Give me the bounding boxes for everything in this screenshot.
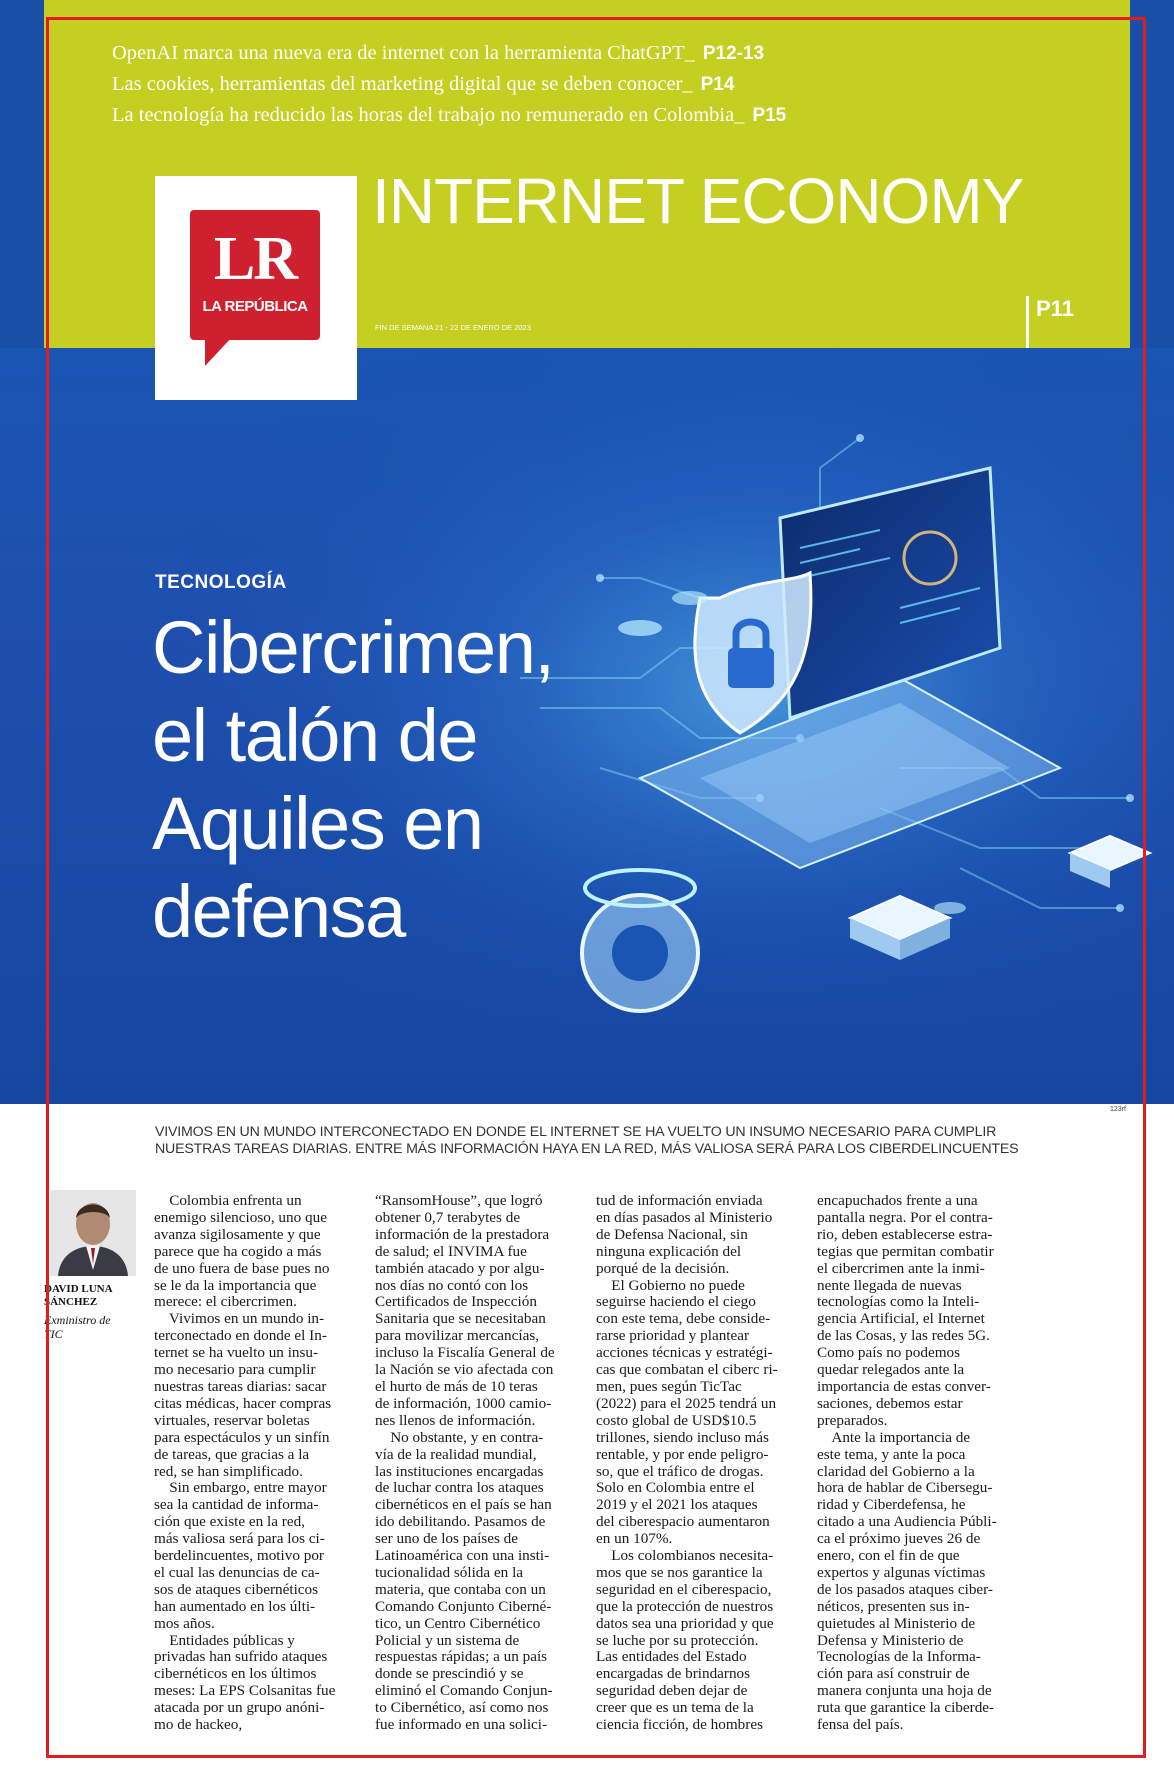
body-text-line: del ciberespacio aumentaron bbox=[596, 1513, 770, 1531]
article-column-4 bbox=[817, 1193, 1022, 1734]
body-text-line: Vivimos en un mundo in- bbox=[154, 1310, 325, 1328]
body-text-line: Tecnologías de la Informa- bbox=[817, 1648, 981, 1666]
author-role-line: Exministro de bbox=[44, 1313, 111, 1327]
body-text-line: mo de hackeo, bbox=[154, 1716, 243, 1734]
body-text-line: nes llenos de información. bbox=[375, 1411, 536, 1429]
body-text-line: Sin embargo, entre mayor bbox=[154, 1479, 327, 1497]
headline-line: el talón de bbox=[152, 694, 477, 777]
body-text-line: datos sea una prioridad y que bbox=[596, 1614, 774, 1632]
section-title: INTERNET ECONOMY bbox=[372, 165, 1024, 237]
page-number: P11 bbox=[1036, 296, 1074, 321]
body-text-line: de uno fuera de base pues no bbox=[154, 1259, 330, 1277]
body-text-line: claridad del Gobierno a la bbox=[817, 1462, 975, 1480]
body-text-line: to Cibernético, así como nos bbox=[375, 1699, 549, 1717]
body-text-line: creer que es un tema de la bbox=[596, 1699, 754, 1717]
body-text-line: obtener 0,7 terabytes de bbox=[375, 1208, 521, 1226]
body-text-line: No obstante, y en contra- bbox=[375, 1428, 544, 1446]
body-text-line: parece que ha cogido a más bbox=[154, 1242, 322, 1260]
body-text-line: Defensa y Ministerio de bbox=[817, 1631, 964, 1649]
body-text-line: Ante la importancia de bbox=[817, 1428, 971, 1446]
body-text-line: mos años. bbox=[154, 1614, 215, 1632]
body-text-line: quedar relegados ante la bbox=[817, 1361, 965, 1379]
author-role-line: TIC bbox=[44, 1327, 63, 1341]
article-kicker: TECNOLOGÍA bbox=[155, 572, 287, 593]
body-text-line: de los pasados ataques ciber- bbox=[817, 1580, 993, 1598]
body-text-line: red, se han simplificado. bbox=[154, 1462, 303, 1480]
body-text-line: este tema, y ante la poca bbox=[817, 1445, 966, 1463]
body-text-line: néticos, presenten sus in- bbox=[817, 1597, 970, 1615]
body-text-line: de tareas, que gracias a la bbox=[154, 1445, 310, 1463]
body-text-line: citado a una Audiencia Públi- bbox=[817, 1513, 997, 1531]
article-headline bbox=[152, 604, 672, 956]
body-text-line: merece: el cibercrimen. bbox=[154, 1293, 297, 1311]
body-text-line: ruta que garantice la ciberde- bbox=[817, 1699, 995, 1717]
author-name bbox=[44, 1283, 124, 1309]
body-text-line: en un 107%. bbox=[596, 1530, 673, 1548]
body-text-line: enero, con el fin de que bbox=[817, 1547, 960, 1565]
body-text-line: acciones técnicas y estratégi- bbox=[596, 1344, 773, 1362]
body-text-line: Colombia enfrenta un bbox=[154, 1192, 302, 1209]
headline-line: Aquiles en bbox=[152, 782, 483, 865]
hero-left-edge bbox=[0, 0, 44, 348]
body-text-line: de información, 1000 camio- bbox=[375, 1394, 552, 1412]
body-text-line: Entidades públicas y bbox=[154, 1631, 295, 1649]
body-text-line: Sanitaria que se necesitaban bbox=[375, 1310, 546, 1328]
body-text-line: el hurto de más de 10 teras bbox=[375, 1377, 538, 1395]
logo-name: LA REPÚBLICA bbox=[202, 298, 308, 315]
body-text-line: terconectado en donde el In- bbox=[154, 1327, 327, 1345]
logo-letters: LR bbox=[213, 225, 297, 293]
body-text-line: ser uno de los países de bbox=[375, 1530, 518, 1548]
body-text-line: enemigo silencioso, uno que bbox=[154, 1208, 327, 1226]
body-text-line: tud de información enviada bbox=[596, 1192, 763, 1209]
body-text-line: ción que existe en la red, bbox=[154, 1513, 305, 1531]
body-text-line: pantalla negra. Por el contra- bbox=[817, 1208, 993, 1226]
body-text-line: Comando Conjunto Ciberné- bbox=[375, 1597, 552, 1615]
body-text-line: rarse prioridad y plantear bbox=[596, 1327, 750, 1345]
logo-badge bbox=[190, 210, 320, 340]
body-text-line: 2019 y el 2021 los ataques bbox=[596, 1496, 758, 1514]
body-text-line: tucionalidad sólida en la bbox=[375, 1563, 524, 1581]
body-text-line: fensa del país. bbox=[817, 1716, 904, 1734]
body-text-line: encargadas de brindarnos bbox=[596, 1665, 751, 1683]
body-text-line: materia, que contaba con un bbox=[375, 1580, 546, 1598]
body-text-line: sos de ataques cibernéticos bbox=[154, 1580, 319, 1598]
teaser-item[interactable] bbox=[112, 69, 1062, 100]
body-text-line: ciencia ficción, de hombres bbox=[596, 1716, 763, 1734]
teaser-page: P15 bbox=[752, 105, 787, 126]
body-text-line: cibernéticos en los últimos bbox=[154, 1665, 317, 1683]
body-text-line: manera conjunta una hoja de bbox=[817, 1682, 992, 1700]
body-text-line: trillones, siendo incluso más bbox=[596, 1428, 769, 1446]
body-text-line: meses: La EPS Colsanitas fue bbox=[154, 1682, 336, 1700]
body-text-line: ido debilitando. Pasamos de bbox=[375, 1513, 546, 1531]
body-text-line: mos que se nos garantice la bbox=[596, 1563, 763, 1581]
deck-line: VIVIMOS EN UN MUNDO INTERCONECTADO EN DONDE EL INTERNET SE HA VUELTO UN INSUMO NECESARIO PARA CUMPLIR bbox=[155, 1124, 997, 1140]
body-text-line: Las entidades del Estado bbox=[596, 1648, 747, 1666]
body-text-line: (2022) para el 2025 tendrá un bbox=[596, 1394, 777, 1412]
body-text-line: de Defensa Nacional, sin bbox=[596, 1225, 748, 1243]
body-text-line: quietudes al Ministerio de bbox=[817, 1614, 976, 1632]
teaser-text: Las cookies, herramientas del marketing digital que se deben conocer_ bbox=[112, 73, 693, 95]
body-text-line: sea la cantidad de informa- bbox=[154, 1496, 319, 1514]
body-text-line: costo global de USD$10.5 bbox=[596, 1411, 757, 1429]
body-text-line: so, que el tráfico de drogas. bbox=[596, 1462, 764, 1480]
body-text-line: tegias que permitan combatir bbox=[817, 1242, 994, 1260]
article-column-3 bbox=[596, 1193, 801, 1734]
body-text-line: ción para así construir de bbox=[817, 1665, 970, 1683]
body-text-line: tecnologías como la Inteli- bbox=[817, 1293, 980, 1311]
body-text-line: en días pasados al Ministerio bbox=[596, 1208, 773, 1226]
body-text-line: porqué de la decisión. bbox=[596, 1259, 730, 1277]
page-number-divider bbox=[1026, 296, 1029, 348]
body-text-line: seguridad en el ciberespacio, bbox=[596, 1580, 772, 1598]
body-text-line: expertos y algunas víctimas bbox=[817, 1563, 986, 1581]
body-text-line: privadas han sufrido ataques bbox=[154, 1648, 328, 1666]
body-text-line: fue informado en una solici- bbox=[375, 1716, 548, 1734]
dateline: FIN DE SEMANA 21 - 22 DE ENERO DE 2023 bbox=[375, 323, 531, 332]
photo-credit: 123rf bbox=[1110, 1106, 1126, 1113]
body-text-line: avanza sigilosamente y que bbox=[154, 1225, 321, 1243]
body-text-line: rentable, y por ende peligro- bbox=[596, 1445, 769, 1463]
hero-right-edge bbox=[1130, 0, 1174, 348]
body-text-line: con este tema, debe conside- bbox=[596, 1310, 771, 1328]
body-text-line: incluso la Fiscalía General de bbox=[375, 1344, 555, 1362]
teaser-text: OpenAI marca una nueva era de internet con la herramienta ChatGPT_ bbox=[112, 42, 695, 64]
body-text-line: han aumentado en los últi- bbox=[154, 1597, 316, 1615]
body-text-line: cibernéticos en el país se han bbox=[375, 1496, 552, 1514]
body-text-line: se le da la importancia que bbox=[154, 1276, 317, 1294]
teaser-page: P12-13 bbox=[702, 43, 765, 64]
body-text-line: rio, deben establecerse estra- bbox=[817, 1225, 993, 1243]
body-text-line: nente llegada de nuevas bbox=[817, 1276, 962, 1294]
body-text-line: la Nación se vio afectada con bbox=[375, 1361, 554, 1379]
body-text-line: gencia Artificial, el Internet bbox=[817, 1310, 985, 1328]
body-text-line: información de la prestadora bbox=[375, 1225, 550, 1243]
body-text-line: encapuchados frente a una bbox=[817, 1192, 978, 1209]
body-text-line: virtuales, reservar boletas bbox=[154, 1411, 310, 1429]
author-name-line: SÁNCHEZ bbox=[44, 1296, 98, 1308]
body-text-line: seguridad deben dejar de bbox=[596, 1682, 748, 1700]
body-text-line: El Gobierno no puede bbox=[596, 1276, 745, 1294]
body-text-line: de luchar contra los ataques bbox=[375, 1479, 544, 1497]
body-text-line: nuestras tareas diarias: sacar bbox=[154, 1377, 327, 1395]
body-text-line: hora de hablar de Cibersegu- bbox=[817, 1479, 993, 1497]
body-text-line: el cual las denuncias de ca- bbox=[154, 1563, 320, 1581]
author-role bbox=[44, 1313, 124, 1341]
body-text-line: Latinoamérica con una insti- bbox=[375, 1547, 550, 1565]
headline-line: Cibercrimen, bbox=[152, 606, 554, 689]
body-text-line: para movilizar mercancías, bbox=[375, 1327, 540, 1345]
teaser-item[interactable] bbox=[112, 38, 1062, 69]
teaser-list bbox=[112, 38, 1062, 131]
body-text-line: también atacado y por algu- bbox=[375, 1259, 545, 1277]
body-text-line: el cibercrimen ante la inmi- bbox=[817, 1259, 985, 1277]
body-text-line: ridad y Ciberdefensa, he bbox=[817, 1496, 966, 1514]
body-text-line: berdelincuentes, motivo por bbox=[154, 1547, 324, 1565]
body-text-line: ca el próximo jueves 26 de bbox=[817, 1530, 981, 1548]
article-deck bbox=[155, 1124, 1055, 1158]
body-text-line: atacada por un grupo anóni- bbox=[154, 1699, 325, 1717]
body-text-line: cas que combatan el ciberc ri- bbox=[596, 1361, 778, 1379]
deck-line: NUESTRAS TAREAS DIARIAS. ENTRE MÁS INFORMACIÓN HAYA EN LA RED, MÁS VALIOSA SERÁ PARA LOS CIBERDELINCUENTES bbox=[155, 1141, 1019, 1157]
author-portrait-icon bbox=[50, 1190, 136, 1276]
author-photo bbox=[50, 1190, 136, 1276]
body-text-line: preparados. bbox=[817, 1411, 888, 1429]
body-text-line: nos días no contó con los bbox=[375, 1276, 529, 1294]
teaser-item[interactable] bbox=[112, 100, 1062, 131]
article-column-1 bbox=[154, 1193, 359, 1734]
logo bbox=[155, 176, 357, 400]
body-text-line: respuestas rápidas; a un país bbox=[375, 1648, 548, 1666]
body-text-line: saciones, debemos estar bbox=[817, 1394, 963, 1412]
body-text-line: Certificados de Inspección bbox=[375, 1293, 537, 1311]
teaser-page: P14 bbox=[700, 74, 735, 95]
body-text-line: citas médicas, hacer compras bbox=[154, 1394, 332, 1412]
body-text-line: Solo en Colombia entre el bbox=[596, 1479, 755, 1497]
body-text-line: tico, un Centro Cibernético bbox=[375, 1614, 541, 1632]
body-text-line: para espectáculos y un sinfín bbox=[154, 1428, 330, 1446]
body-text-line: vía de la realidad mundial, bbox=[375, 1445, 537, 1463]
body-text-line: Policial y un sistema de bbox=[375, 1631, 520, 1649]
body-text-line: las instituciones encargadas bbox=[375, 1462, 544, 1480]
author-name-line: DAVID LUNA bbox=[44, 1283, 113, 1295]
body-text-line: más valiosa será para los ci- bbox=[154, 1530, 325, 1548]
body-text-line: mo necesario para cumplir bbox=[154, 1361, 316, 1379]
body-text-line: “RansomHouse”, que logró bbox=[375, 1192, 543, 1209]
body-text-line: Los colombianos necesita- bbox=[596, 1547, 774, 1565]
body-text-line: de salud; el INVIMA fue bbox=[375, 1242, 527, 1260]
body-text-line: que la protección de nuestros bbox=[596, 1597, 774, 1615]
body-text-line: men, pues según TicTac bbox=[596, 1377, 742, 1395]
logo-speech-tail bbox=[205, 336, 233, 366]
body-text-line: de las Cosas, y las redes 5G. bbox=[817, 1327, 990, 1345]
headline-line: defensa bbox=[152, 870, 405, 953]
body-text-line: ternet se ha vuelto un insu- bbox=[154, 1344, 319, 1362]
body-text-line: importancia de estas conver- bbox=[817, 1377, 991, 1395]
body-text-line: ninguna explicación del bbox=[596, 1242, 742, 1260]
body-text-line: Como país no podemos bbox=[817, 1344, 961, 1362]
body-text-line: seguirse haciendo el ciego bbox=[596, 1293, 756, 1311]
teaser-text: La tecnología ha reducido las horas del trabajo no remunerado en Colombia_ bbox=[112, 104, 745, 126]
body-text-line: donde se prescindió y se bbox=[375, 1665, 524, 1683]
body-text-line: se luche por su protección. bbox=[596, 1631, 759, 1649]
body-text-line: eliminó el Comando Conjun- bbox=[375, 1682, 553, 1700]
article-column-2 bbox=[375, 1193, 580, 1734]
